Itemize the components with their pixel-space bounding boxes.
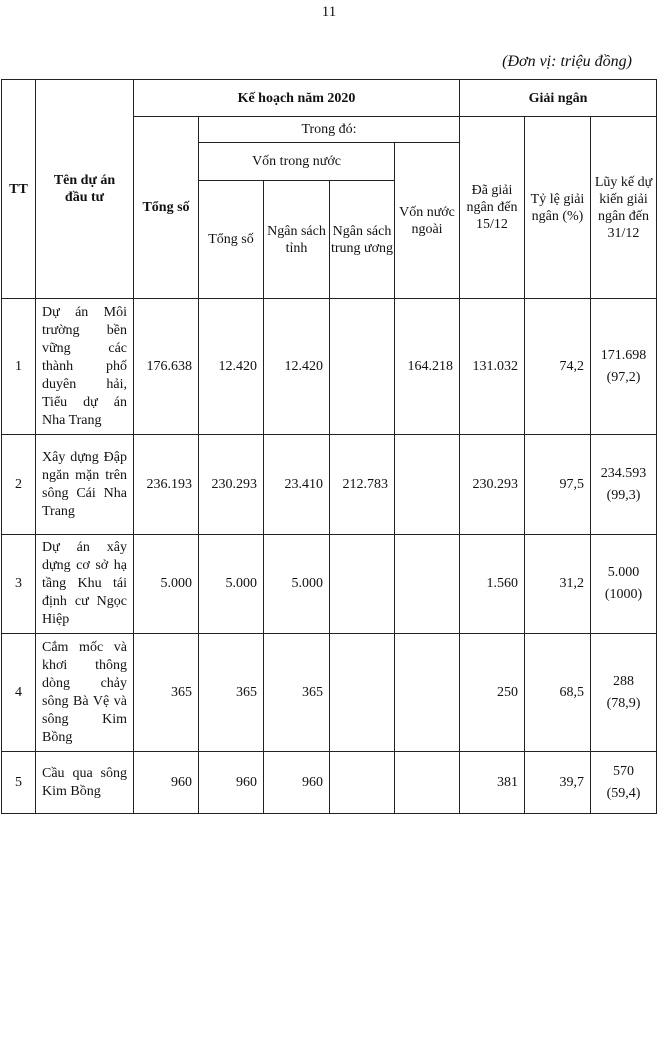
accumulated-percent: (59,4): [606, 785, 641, 801]
foreign-capital: [395, 634, 460, 752]
header-project-name: Tên dự án đầu tư: [36, 80, 134, 299]
accumulated-cell: [591, 299, 657, 435]
accumulated-percent: (78,9): [606, 695, 641, 711]
provincial-budget: 12.420: [264, 299, 330, 435]
central-budget: [330, 752, 395, 814]
header-total: Tổng số: [134, 117, 199, 299]
disbursed-amount: 1.560: [460, 535, 525, 634]
accumulated-percent: (99,3): [606, 487, 641, 503]
plan-total: 365: [134, 634, 199, 752]
row-number: 4: [2, 634, 36, 752]
disbursed-amount: 131.032: [460, 299, 525, 435]
row-number: 3: [2, 535, 36, 634]
table-row: [2, 634, 657, 752]
header-accumulated: Lũy kế dự kiến giải ngân đến 31/12: [591, 117, 657, 299]
central-budget: [330, 634, 395, 752]
unit-note: (Đơn vị: triệu đồng): [502, 53, 632, 70]
row-number: 2: [2, 435, 36, 535]
disbursement-rate: 68,5: [525, 634, 591, 752]
header-domestic-total: Tổng số: [199, 181, 264, 299]
accumulated-value: 5.000: [607, 565, 640, 580]
disbursement-rate: 74,2: [525, 299, 591, 435]
header-tt: TT: [2, 80, 36, 299]
table-row: [2, 435, 657, 535]
disbursement-table: [1, 79, 657, 814]
plan-total: 176.638: [134, 299, 199, 435]
provincial-budget: 23.410: [264, 435, 330, 535]
header-disbursement-rate: Tỷ lệ giải ngân (%): [525, 117, 591, 299]
plan-total: 236.193: [134, 435, 199, 535]
header-plan-2020: Kế hoạch năm 2020: [134, 80, 460, 117]
disbursement-rate: 97,5: [525, 435, 591, 535]
accumulated-cell: [591, 435, 657, 535]
plan-total: 5.000: [134, 535, 199, 634]
header-of-which: Trong đó:: [199, 117, 460, 143]
domestic-total: 365: [199, 634, 264, 752]
accumulated-cell: [591, 634, 657, 752]
domestic-total: 960: [199, 752, 264, 814]
header-domestic-capital: Vốn trong nước: [199, 143, 395, 181]
provincial-budget: 960: [264, 752, 330, 814]
disbursement-rate: 39,7: [525, 752, 591, 814]
central-budget: [330, 299, 395, 435]
disbursed-amount: 250: [460, 634, 525, 752]
foreign-capital: [395, 535, 460, 634]
project-name: Dự án xây dựng cơ sở hạ tầng Khu tái định cư Ngọc Hiệp: [36, 535, 134, 634]
accumulated-value: 288: [613, 673, 634, 689]
provincial-budget: 5.000: [264, 535, 330, 634]
accumulated-cell: [591, 752, 657, 814]
domestic-total: 5.000: [199, 535, 264, 634]
foreign-capital: [395, 752, 460, 814]
disbursed-amount: 230.293: [460, 435, 525, 535]
provincial-budget: 365: [264, 634, 330, 752]
header-foreign-capital: Vốn nước ngoài: [395, 143, 460, 299]
domestic-total: 230.293: [199, 435, 264, 535]
project-name: Dự án Môi trường bền vững các thành phố duyên hải, Tiểu dự án Nha Trang: [36, 299, 134, 435]
accumulated-cell: [591, 535, 657, 634]
table-row: [2, 535, 657, 634]
accumulated-percent: (1000): [604, 587, 643, 602]
row-number: 5: [2, 752, 36, 814]
disbursement-rate: 31,2: [525, 535, 591, 634]
header-provincial-budget: Ngân sách tỉnh: [264, 181, 330, 299]
page-number: 11: [321, 4, 337, 20]
project-name: Cầu qua sông Kim Bồng: [36, 752, 134, 814]
disbursed-amount: 381: [460, 752, 525, 814]
project-name: Cắm mốc và khơi thông dòng chảy sông Bà Vệ và sông Kim Bồng: [36, 634, 134, 752]
project-name: Xây dựng Đập ngăn mặn trên sông Cái Nha Trang: [36, 435, 134, 535]
domestic-total: 12.420: [199, 299, 264, 435]
foreign-capital: [395, 435, 460, 535]
accumulated-value: 171.698: [600, 347, 647, 363]
header-central-budget: Ngân sách trung ương: [330, 181, 395, 299]
accumulated-percent: (97,2): [606, 369, 641, 385]
foreign-capital: 164.218: [395, 299, 460, 435]
accumulated-value: 570: [613, 763, 634, 779]
plan-total: 960: [134, 752, 199, 814]
table-row: [2, 752, 657, 814]
header-disbursement: Giải ngân: [460, 80, 657, 117]
central-budget: [330, 535, 395, 634]
accumulated-value: 234.593: [600, 465, 647, 481]
table-row: [2, 299, 657, 435]
central-budget: 212.783: [330, 435, 395, 535]
header-disbursed-to-date: Đã giải ngân đến 15/12: [460, 117, 525, 299]
row-number: 1: [2, 299, 36, 435]
